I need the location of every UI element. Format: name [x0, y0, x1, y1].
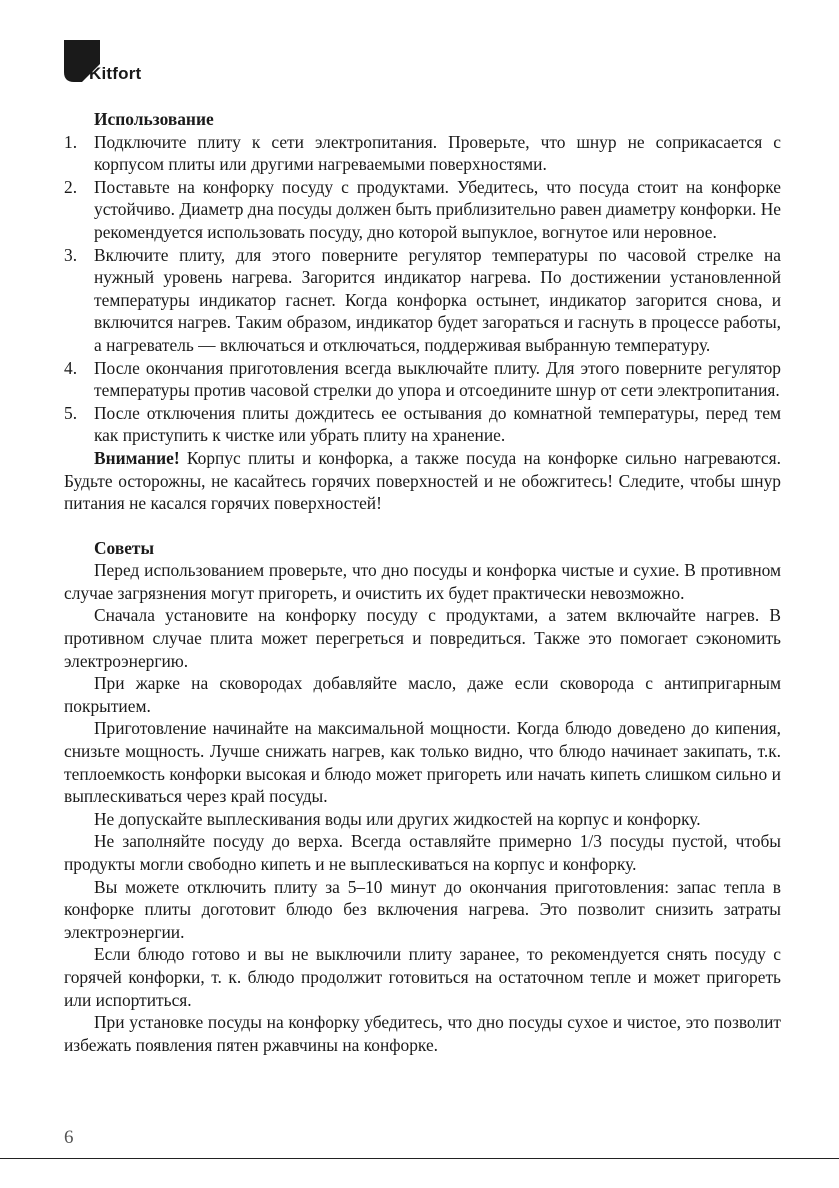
tip-paragraph: Перед использованием проверьте, что дно посуды и конфорка чистые и сухие. В противном случае загрязнения могут пригореть, и очистить их будет практически невозможно.: [64, 560, 781, 603]
tip-paragraph: Если блюдо готово и вы не выключили плиту заранее, то рекомендуется снять посуду с горячей конфорки, т. к. блюдо продолжит готовиться на остаточном тепле и может пригореть или испортиться.: [64, 944, 781, 1010]
tip-paragraph: Не допускайте выплескивания воды или других жидкостей на корпус и конфорку.: [94, 808, 701, 829]
tip-paragraph: Не заполняйте посуду до верха. Всегда оставляйте примерно 1/3 посуды пустой, чтобы продукты могли свободно кипеть и не выплескиваться на корпус и конфорку.: [64, 831, 781, 874]
step-number: 2.: [64, 176, 78, 197]
step-text: После окончания приготовления всегда выключайте плиту. Для этого поверните регулятор температуры против часовой стрелки до упора и отсоедините шнур от сети электропитания.: [94, 357, 781, 401]
footer-divider: [0, 1158, 839, 1159]
step-number: 5.: [64, 402, 78, 423]
tips-heading: Советы: [94, 537, 155, 558]
page-number: 6: [64, 1127, 74, 1148]
list-item: [64, 402, 781, 447]
tip-paragraph: Вы можете отключить плиту за 5–10 минут до окончания приготовления: запас тепла в конфорке плиты доготовит блюдо без включения нагрева. Это позволит снизить затраты электроэнергии.: [64, 876, 781, 942]
list-item: [64, 244, 781, 357]
list-item: [64, 357, 781, 402]
step-text: Подключите плиту к сети электропитания. Проверьте, что шнур не соприкасается с корпусом плиты или другими нагреваемыми поверхностями.: [94, 131, 781, 175]
section-spacer: [64, 515, 781, 537]
brand-name: Kitfort: [89, 64, 142, 83]
step-number: 1.: [64, 131, 78, 152]
tip-paragraph: Сначала установите на конфорку посуду с продуктами, а затем включайте нагрев. В противном случае плита может перегреться и повредиться. Также это помогает сэкономить электроэнергию.: [64, 605, 781, 671]
step-number: 4.: [64, 357, 78, 378]
usage-steps: [64, 131, 781, 447]
list-item: [64, 131, 781, 176]
usage-heading: Использование: [94, 109, 214, 129]
warning-label: Внимание!: [94, 447, 180, 468]
step-text: Включите плиту, для этого поверните регулятор температуры по часовой стрелке на нужный уровень нагрева. Загорится индикатор нагрева. По достижении установленной температуры индикатор гаснет. Когда конфорка остынет, индикатор загорится снова, и включится нагрев. Таким образом, индикатор будет загораться и гаснуть в процессе работы, а нагреватель — включаться и отключаться, поддерживая выбранную температуру.: [94, 244, 781, 355]
brand-logo: [64, 40, 194, 90]
warning-paragraph: [64, 447, 781, 515]
step-text: После отключения плиты дождитесь ее остывания до комнатной температуры, перед тем как приступить к чистке или убрать плиту на хранение.: [94, 402, 781, 446]
tip-paragraph: При жарке на сковородах добавляйте масло, даже если сковорода с антипригарным покрытием.: [64, 673, 781, 716]
step-number: 3.: [64, 244, 78, 265]
list-item: [64, 176, 781, 244]
step-text: Поставьте на конфорку посуду с продуктами. Убедитесь, что посуда стоит на конфорке устойчиво. Диаметр дна посуды должен быть приблизительно равен диаметру конфорки. Не рекомендуется использовать посуду, дно которой выпуклое, вогнутое или неровное.: [94, 176, 781, 242]
tip-paragraph: При установке посуды на конфорку убедитесь, что дно посуды сухое и чистое, это позволит избежать появления пятен ржавчины на конфорке.: [64, 1012, 781, 1055]
warning-text: Корпус плиты и конфорка, а также посуда на конфорке сильно нагреваются. Будьте осторожны, не касайтесь горячих поверхностей и не обожгитесь! Следите, чтобы шнур питания не касался горячих поверхностей!: [64, 447, 781, 514]
tip-paragraph: Приготовление начинайте на максимальной мощности. Когда блюдо доведено до кипения, снизьте мощность. Лучше снижать нагрев, как только видно, что блюдо начинает закипать, т.к. теплоемкость конфорки высокая и блюдо может пригореть или начать кипеть слишком сильно и выплескиваться через край посуды.: [64, 718, 781, 807]
page-content: [64, 108, 781, 1056]
